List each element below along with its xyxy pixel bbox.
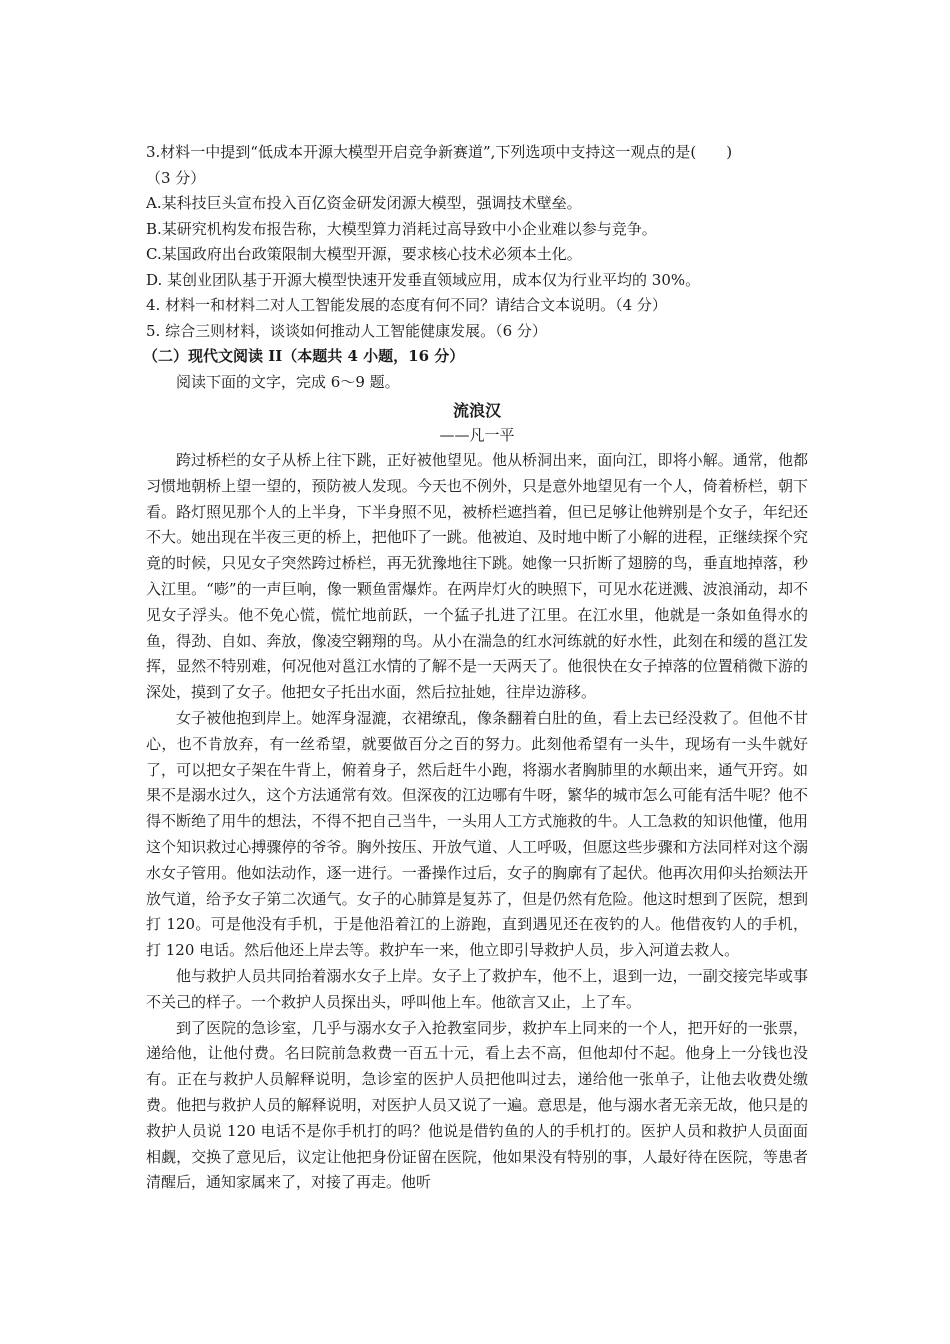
question-3	[146, 140, 808, 293]
option-b: B.某研究机构发布报告称，大模型算力消耗过高导致中小企业难以参与竞争。	[146, 219, 657, 238]
reading-instruction: 阅读下面的文字，完成 6～9 题。	[176, 372, 400, 391]
option-c: C.某国政府出台政策限制大模型开源，要求核心技术必须本土化。	[146, 245, 582, 263]
option-a: A.某科技巨头宣布投入百亿资金研发闭源大模型，强调技术壁垒。	[146, 194, 582, 212]
section-heading: （二）现代文阅读 II（本题共 4 小题，16 分）	[143, 347, 465, 365]
story-paragraph-3: 他与救护人员共同抬着溺水女子上岸。女子上了救护车，他不上，退到一边，一副交接完毕或事不关己的样子。一个救护人员探出头，呼叫他上车。他欲言又止，上了车。	[146, 966, 808, 1011]
question-3-score: （3 分）	[146, 168, 206, 187]
story-title: 流浪汉	[452, 401, 501, 420]
story-paragraph-2: 女子被他抱到岸上。她浑身湿漉，衣裙缭乱，像条翻着白肚的鱼，看上去已经没救了。但他不甘心，也不肯放弃，有一丝希望，就要做百分之百的努力。此刻他希望有一头牛，现场有一头牛就好了，可以把女子架在牛背上，俯着身子，然后赶牛小跑，将溺水者胸肺里的水颠出来，通气开窍。如果不是溺水过久，这个方法通常有效。但深夜的江边哪有牛呀，繁华的城市怎么可能有活牛呢？他不得不断绝了用牛的想法，不得不把自己当牛，一头用人工方式施救的牛。人工急救的知识他懂，他用这个知识救过心搏骤停的爷爷。胸外按压、开放气道、人工呼吸，但愿这些步骤和方法同样对这个溺水女子管用。他如法动作，逐一进行。一番操作过后，女子的胸廓有了起伏。他再次用仰头抬颏法开放气道，给予女子第二次通气。女子的心肺算是复苏了，但是仍然有危险。他这时想到了医院，想到打 120。可是他没有手机，于是他沿着江的上游跑，直到遇见还在夜钓的人。他借夜钓人的手机，打 120 电话。然后他还上岸去等。救护车一来，他立即引导救护人员，步入河道去救人。	[146, 708, 808, 960]
story-author: ——凡一平	[439, 426, 515, 444]
question-4: 4. 材料一和材料二对人工智能发展的态度有何不同？请结合文本说明。（4 分）	[146, 296, 667, 314]
question-3-stem: 3.材料一中提到“低成本开源大模型开启竞争新赛道”,下列选项中支持这一观点的是( )	[146, 143, 733, 161]
question-5: 5. 综合三则材料，谈谈如何推动人工智能健康发展。（6 分）	[146, 321, 547, 340]
story-paragraph-1: 跨过桥栏的女子从桥上往下跳，正好被他望见。他从桥洞出来，面向江，即将小解。通常，他都习惯地朝桥上望一望的，预防被人发现。今天也不例外，只是意外地望见有一个人，倚着桥栏，朝下看。路灯照见那个人的上半身，下半身照不见，被桥栏遮挡着，但已足够让他辨别是个女子，年纪还不大。她出现在半夜三更的桥上，把他吓了一跳。他被迫、及时地中断了小解的进程，正继续探个究竟的时候，只见女子突然跨过桥栏，再无犹豫地往下跳。她像一只折断了翅膀的鸟，垂直地掉落，秒入江里。“嘭”的一声巨响，像一颗鱼雷爆炸。在两岸灯火的映照下，可见水花迸溅、波浪涌动，却不见女子浮头。他不免心慌，慌忙地前跃，一个猛子扎进了江里。在江水里，他就是一条如鱼得水的鱼，得劲、自如、奔放，像凌空翱翔的鸟。从小在湍急的红水河练就的好水性，此刻在和缓的邕江发挥，显然不特别难，何况他对邕江水情的了解不是一天两天了。他很快在女子掉落的位置稍微下游的深处，摸到了女子。他把女子托出水面，然后拉扯她，往岸边游移。	[146, 451, 808, 702]
document-page	[143, 140, 808, 1196]
story-paragraph-4: 到了医院的急诊室，几乎与溺水女子入抢教室同步，救护车上同来的一个人，把开好的一张票，递给他，让他付费。名曰院前急救费一百五十元，看上去不高，但他却付不起。他身上一分钱也没有。正在与救护人员解释说明，急诊室的医护人员把他叫过去，递给他一张单子，让他去收费处缴费。他把与救护人员的解释说明，对医护人员又说了一遍。意思是，他与溺水者无亲无故，他只是的救护人员说 120 电话不是你手机打的吗？他说是借钓鱼的人的手机打的。医护人员和救护人员面面相觑，交换了意见后，议定让他把身份证留在医院，他如果没有特别的事，人最好待在医院，等患者清醒后，通知家属来了，对接了再走。他听	[146, 1018, 808, 1192]
option-d: D. 某创业团队基于开源大模型快速开发垂直领域应用，成本仅为行业平均的 30%。	[146, 270, 701, 289]
